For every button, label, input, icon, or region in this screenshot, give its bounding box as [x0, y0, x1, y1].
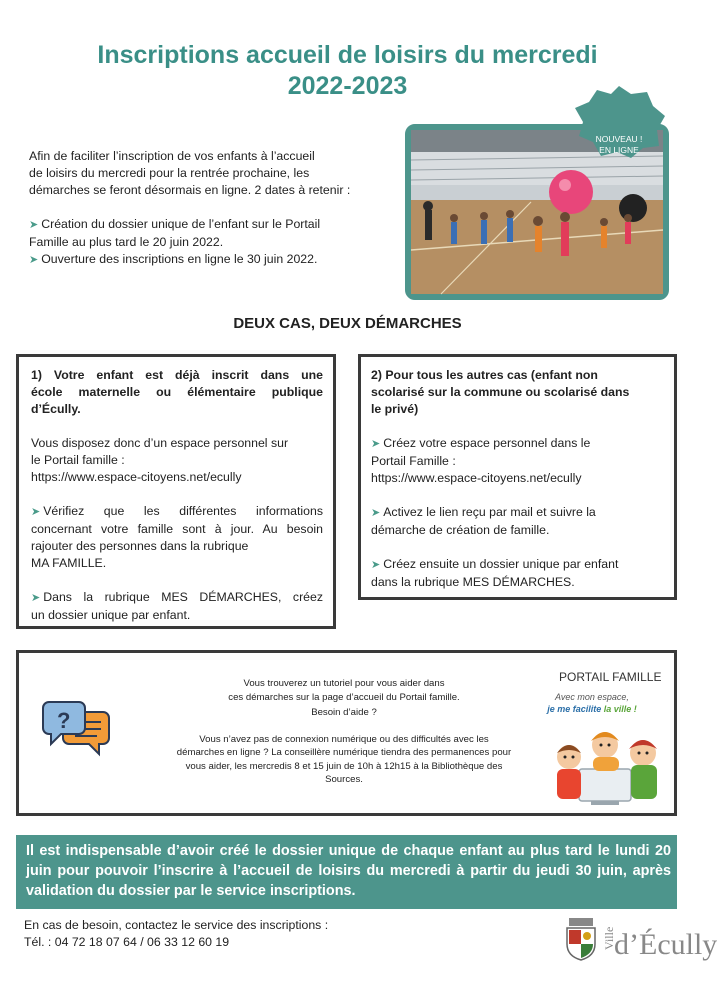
case-1-box	[16, 354, 336, 629]
arrow-icon: ➤	[31, 506, 41, 518]
slogan-line: la ville !	[603, 704, 637, 714]
case-1-text: rajouter des personnes dans la rubrique	[31, 539, 249, 553]
help-line: ces démarches sur la page d’accueil du Portail famille.	[228, 691, 460, 703]
case-1-heading	[31, 367, 323, 418]
portal-slogan	[547, 691, 637, 715]
case-2-text: Activez le lien reçu par mail et suivre la	[383, 505, 596, 519]
intro-text	[29, 148, 401, 269]
case-2-heading	[371, 367, 664, 418]
case-2-heading-line: scolarisé sur la commune ou scolarisé dans	[371, 385, 630, 399]
arrow-icon: ➤	[29, 254, 39, 266]
contact-phone: Tél. : 04 72 18 07 64 / 06 33 12 60 19	[24, 935, 230, 949]
contact-line: En cas de besoin, contactez le service des inscriptions :	[24, 918, 329, 932]
case-2-text: dans la rubrique MES DÉMARCHES.	[371, 575, 575, 589]
case-2-box	[358, 354, 677, 600]
help-line: vous aider, les mercredis 8 et 15 juin de 10h à 12h15 à la Bibliothèque des	[185, 760, 503, 772]
title-line-2: 2022-2023	[287, 72, 408, 100]
help-line: Besoin d’aide ?	[311, 707, 377, 718]
help-line: Vous n’avez pas de connexion numérique ou des difficultés avec les	[199, 733, 489, 745]
arrow-icon: ➤	[371, 559, 381, 571]
logo-ville: Ville	[602, 926, 616, 950]
question-chat-icon	[41, 698, 111, 763]
portal-famille-title: PORTAIL FAMILLE	[559, 670, 662, 684]
case-1-heading-line: d’Écully.	[31, 402, 81, 416]
slogan-line: Avec mon espace,	[555, 692, 629, 702]
case-1-text: Vous disposez donc d’un espace personnel sur	[31, 436, 289, 450]
section-heading: DEUX CAS, DEUX DÉMARCHES	[233, 315, 462, 332]
intro-line: Afin de faciliter l’inscription de vos enfants à l’accueil	[29, 149, 315, 163]
slogan-line: je me facilite	[547, 704, 602, 714]
case-1-text: Dans la rubrique MES DÉMARCHES, créez	[43, 590, 323, 604]
help-box	[16, 650, 677, 816]
badge-line-1: NOUVEAU !	[595, 134, 643, 144]
case-1-text: MA FAMILLE.	[31, 556, 107, 570]
arrow-icon: ➤	[371, 507, 381, 519]
intro-line: démarches se feront désormais en ligne. 2 dates à retenir :	[29, 183, 351, 197]
case-1-heading-line: 1) Votre enfant est déjà inscrit dans une	[31, 368, 323, 382]
portal-link[interactable]: https://www.espace-citoyens.net/ecully	[371, 471, 582, 485]
help-text	[149, 677, 539, 787]
case-1-heading-line: école maternelle ou élémentaire publique	[31, 385, 323, 399]
case-2-text: Créez votre espace personnel dans le	[383, 436, 591, 450]
help-line: démarches en ligne ? La conseillère numérique tiendra des permanences pour	[176, 747, 512, 758]
arrow-icon: ➤	[371, 438, 381, 450]
intro-line: de loisirs du mercredi pour la rentrée prochaine, les	[29, 166, 310, 180]
intro-bullet-1-cont: Famille au plus tard le 20 juin 2022.	[29, 235, 224, 249]
case-2-text: Portail Famille :	[371, 454, 456, 468]
arrow-icon: ➤	[31, 592, 41, 604]
case-2-heading-line: 2) Pour tous les autres cas (enfant non	[371, 368, 598, 382]
help-line: Sources.	[325, 774, 363, 785]
case-1-text: Vérifiez que les différentes informations	[43, 504, 323, 518]
svg-text:?: ?	[57, 708, 71, 733]
portal-link[interactable]: https://www.espace-citoyens.net/ecully	[31, 470, 242, 484]
contact-info	[24, 917, 328, 951]
title-line-1: Inscriptions accueil de loisirs du mercredi	[97, 41, 598, 69]
new-online-badge	[571, 86, 667, 158]
case-1-text: concernant votre famille sont à jour. Au besoin	[31, 522, 323, 536]
logo-name: d’Écully	[614, 928, 717, 961]
important-banner: Il est indispensable d’avoir créé le dossier unique de chaque enfant au plus tard le lundi 20 juin pour pouvoir l’inscrire à l’accueil de loisirs du mercredi à partir du jeudi 30 juin, après validation du dossier par le service inscriptions.	[16, 835, 677, 909]
case-2-text: démarche de création de famille.	[371, 523, 550, 537]
case-2-heading-line: le privé)	[371, 402, 419, 416]
case-1-text: le Portail famille :	[31, 453, 125, 467]
intro-bullet-1: Création du dossier unique de l’enfant sur le Portail	[41, 217, 321, 231]
intro-bullet-2: Ouverture des inscriptions en ligne le 30 juin 2022.	[41, 252, 318, 266]
case-2-text: Créez ensuite un dossier unique par enfant	[383, 557, 619, 571]
help-line: Vous trouverez un tutoriel pour vous aider dans	[243, 678, 445, 689]
arrow-icon: ➤	[29, 219, 39, 231]
ecully-crest-icon	[563, 916, 599, 967]
family-illustration	[539, 719, 675, 812]
case-1-text: un dossier unique par enfant.	[31, 608, 191, 622]
badge-line-2: EN LIGNE	[599, 145, 639, 155]
